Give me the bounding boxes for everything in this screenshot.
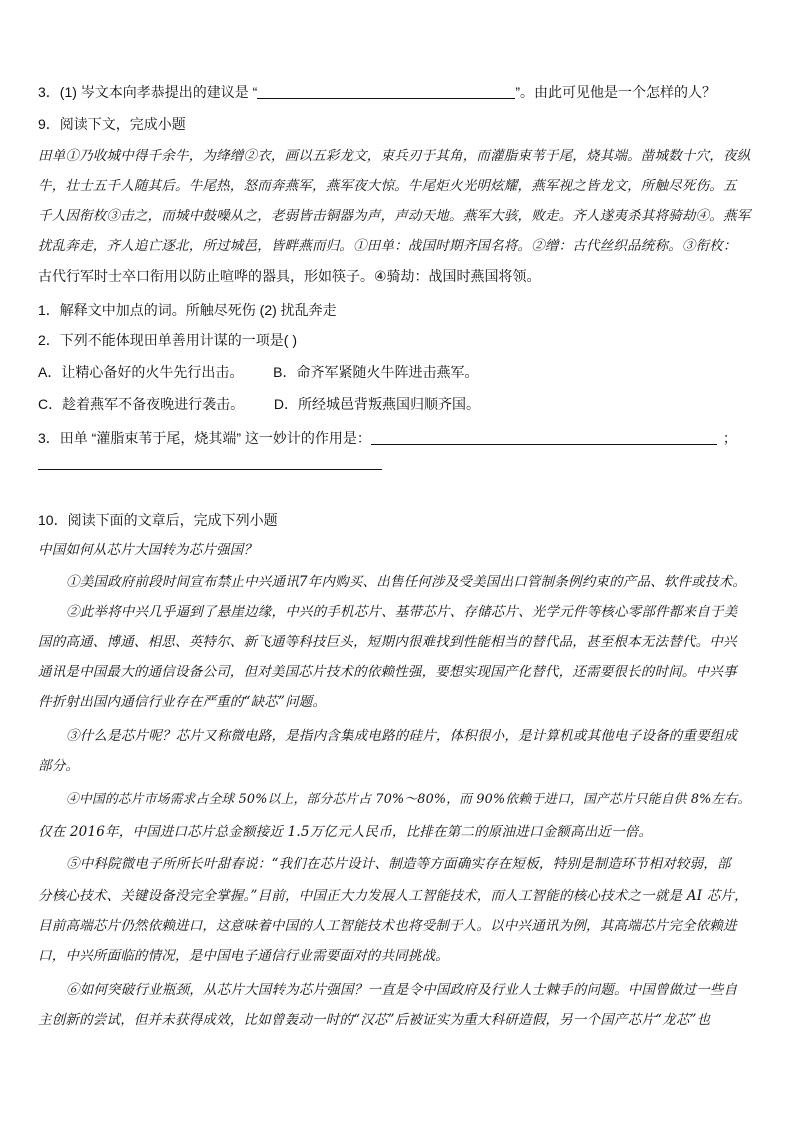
q9-sub1: 1．解释文中加点的词。所触尽死伤 (2) 扰乱奔走 (38, 302, 337, 318)
q3-prev-prefix: 3．(1) 岑文本向孝恭提出的建议是 “ (38, 84, 258, 100)
q10-para-line-14: ⑥如何突破行业瓶颈，从芯片大国转为芯片强国？一直是令中国政府及行业人士棘手的问题。中国曾做过一些自 (66, 982, 738, 998)
q10-heading: 10．阅读下面的文章后，完成下列小题 (38, 512, 278, 528)
q10-para-line-1: ①美国政府前段时间宣布禁止中兴通讯7年内购买、出售任何涉及受美国出口管制条例约束的产品、软件或技术。 (66, 574, 747, 590)
option-b[interactable]: B．命齐军紧随火牛阵进击燕军。 (273, 364, 479, 380)
q3-prev-suffix: ”。由此可见他是一个怎样的人？ (515, 84, 717, 100)
option-c[interactable]: C．趁着燕军不备夜晚进行袭击。 (38, 396, 245, 412)
q10-para-line-4: 通讯是中国最大的通信设备公司，但对美国芯片技术的依赖性强，要想实现国产化替代，还需要很长的时间。中兴事 (38, 664, 737, 680)
q10-para-line-10: ⑤中科院微电子所所长叶甜春说：“我们在芯片设计、制造等方面确实存在短板，特别是制造环节相对较弱，部 (66, 856, 731, 872)
q10-para-line-3: 国的高通、博通、相思、英特尔、新飞通等科技巨头，短期内很难找到性能相当的替代品，甚至根本无法替代。中兴 (38, 634, 737, 650)
option-a[interactable]: A．让精心备好的火牛先行出击。 (38, 364, 244, 380)
q10-para-line-11: 分核心技术、关键设备没完全掌握。”目前，中国正大力发展人工智能技术，而人工智能的核心技术之一就是 AI 芯片， (38, 888, 748, 904)
q9-note-line: 古代行军时士卒口衔用以防止喧哗的器具，形如筷子。④骑劫：战国时燕国将领。 (38, 268, 541, 284)
q10-para-line-5: 件折射出国内通信行业存在严重的“缺芯”问题。 (38, 694, 327, 710)
q9-sub3-line-2 (38, 454, 382, 474)
q9-sub3-suffix: ； (722, 430, 737, 446)
q10-para-line-2: ②此举将中兴几乎逼到了悬崖边缘，中兴的手机芯片、基带芯片、存储芯片、光学元件等核心零部件都来自于美 (66, 604, 738, 620)
q9-sub2: 2．下列不能体现田单善用计谋的一项是( ) (38, 332, 297, 348)
q10-para-line-12: 目前高端芯片仍然依赖进口，这意味着中国的人工智能技术也将受制于人。以中兴通讯为例，其高端芯片完全依赖进 (38, 918, 737, 934)
q10-para-line-9: 仅在 2016年，中国进口芯片总金额接近 1.5万亿元人民币，比排在第二的原油进口金额高出近一倍。 (38, 824, 653, 840)
q9-sub3-answer-blank-2[interactable] (38, 455, 382, 470)
q10-para-line-8: ④中国的芯片市场需求占全球 50%以上，部分芯片占 70%～80%，而 90%依赖于进口，国产芯片只能自供 8%左右。 (66, 792, 751, 807)
q9-sub3-answer-blank-1[interactable] (371, 430, 717, 445)
option-d[interactable]: D．所经城邑背叛燕国归顺齐国。 (273, 396, 481, 412)
q9-sub3-prefix: 3．田单 “灌脂束苇于尾，烧其端” 这一妙计的作用是： (38, 430, 371, 446)
q10-para-line-6: ③什么是芯片呢？芯片又称微电路，是指内含集成电路的硅片，体积很小，是计算机或其他电子设备的重要组成 (66, 728, 738, 744)
q9-heading: 9．阅读下文，完成小题 (38, 116, 186, 132)
q10-para-line-7: 部分。 (38, 758, 80, 774)
q3-prev-line (38, 82, 716, 102)
q9-options-row-2 (38, 394, 480, 414)
q10-para-line-13: 口，中兴所面临的情况，是中国电子通信行业需要面对的共同挑战。 (38, 948, 449, 964)
q9-passage-line-1: 田单①乃收城中得千余牛，为绛缯②衣，画以五彩龙文，束兵刃于其角，而灌脂束苇于尾，烧其端。凿城数十穴，夜纵 (38, 148, 751, 164)
q10-para-line-15: 主创新的尝试，但并未获得成效，比如曾轰动一时的“汉芯”后被证实为重大科研造假，另一个国产芯片“龙芯”也 (38, 1012, 711, 1028)
q9-sub3 (38, 428, 737, 448)
q3-prev-answer-blank[interactable] (257, 84, 515, 99)
q9-passage-line-3: 千人因衔枚③击之，而城中鼓噪从之，老弱皆击铜器为声，声动天地。燕军大骇，败走。齐人遂夷杀其将骑劫④。燕军 (38, 208, 751, 224)
q10-article-title: 中国如何从芯片大国转为芯片强国？ (38, 542, 258, 558)
q9-passage-line-2: 牛，壮士五千人随其后。牛尾热，怒而奔燕军，燕军夜大惊。牛尾炬火光明炫耀，燕军视之皆龙文，所触尽死伤。五 (38, 178, 737, 194)
q9-passage-line-4: 扰乱奔走，齐人追亡逐北，所过城邑，皆畔燕而归。①田单：战国时期齐国名将。②缯：古代丝织品统称。③衔枚： (38, 238, 737, 254)
q9-options-row-1 (38, 362, 478, 382)
